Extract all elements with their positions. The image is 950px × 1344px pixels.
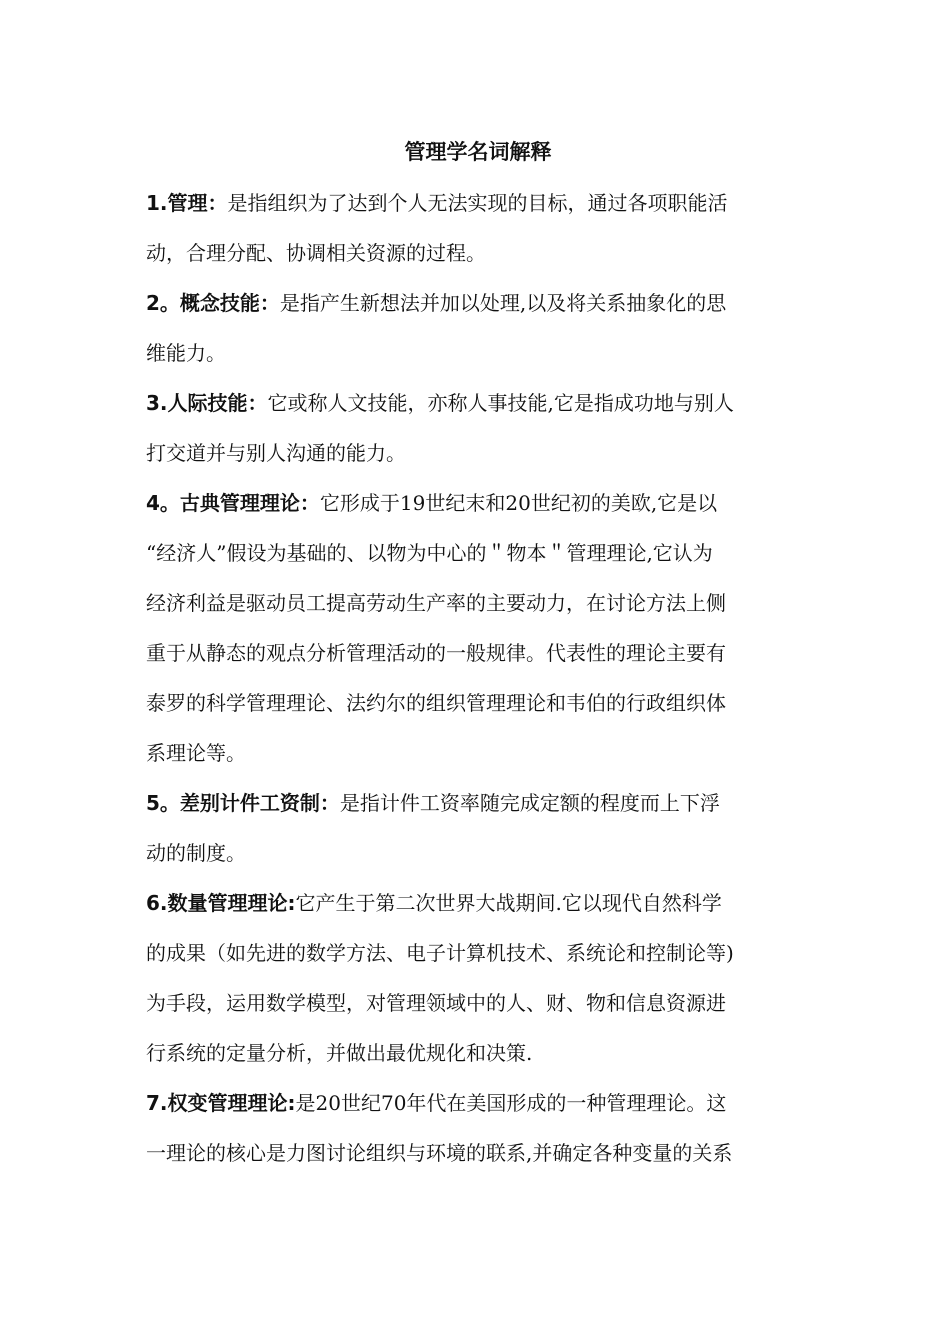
entry-line: 重于从静态的观点分析管理活动的一般规律。代表性的理论主要有 (146, 641, 726, 665)
entry-line (146, 478, 810, 528)
entry-line: 行系统的定量分析，并做出最优规化和决策. (146, 1041, 533, 1065)
entry-term: 1.管理： (146, 191, 228, 215)
entry-quantitative-theory (146, 878, 810, 1078)
entry-term: 7.权变管理理论: (146, 1091, 296, 1115)
entry-management (146, 178, 810, 278)
entry-piece-rate (146, 778, 810, 878)
entry-line: 泰罗的科学管理理论、法约尔的组织管理理论和韦伯的行政组织体 (146, 691, 726, 715)
entry-text: 它或称人文技能，亦称人事技能,它是指成功地与别人 (267, 391, 734, 415)
entry-list (146, 178, 810, 1178)
entry-line: 系理论等。 (146, 741, 246, 765)
entry-text: 是20世纪70年代在美国形成的一种管理理论。这 (295, 1091, 727, 1115)
entry-term: 4。古典管理理论： (146, 491, 320, 515)
entry-line: “经济人”假设为基础的、以物为中心的＂物本＂管理理论,它认为 (146, 541, 713, 565)
entry-line (146, 878, 810, 928)
entry-line: 经济利益是驱动员工提高劳动生产率的主要动力，在讨论方法上侧 (146, 591, 726, 615)
entry-term: 2。概念技能： (146, 291, 280, 315)
entry-text: 是指组织为了达到个人无法实现的目标，通过各项职能活 (227, 191, 728, 215)
entry-line: 一理论的核心是力图讨论组织与环境的联系,并确定各种变量的关系 (146, 1141, 733, 1165)
entry-text: 是指计件工资率随完成定额的程度而上下浮 (339, 791, 720, 815)
entry-text: 是指产生新想法并加以处理,以及将关系抽象化的思 (279, 291, 727, 315)
entry-term: 5。差别计件工资制： (146, 791, 340, 815)
entry-text: 它形成于19世纪末和20世纪初的美欧,它是以 (319, 491, 718, 515)
entry-line: 打交道并与别人沟通的能力。 (146, 441, 406, 465)
entry-contingency-theory (146, 1078, 810, 1178)
entry-line: 动，合理分配、协调相关资源的过程。 (146, 241, 486, 265)
entry-line (146, 378, 810, 428)
entry-classical-theory (146, 478, 810, 778)
entry-line: 维能力。 (146, 341, 226, 365)
entry-line (146, 1078, 810, 1128)
entry-line (146, 278, 810, 328)
entry-conceptual-skill (146, 278, 810, 378)
entry-line (146, 778, 810, 828)
document-title: 管理学名词解释 (404, 139, 552, 164)
entry-line: 动的制度。 (146, 841, 246, 865)
entry-interpersonal-skill (146, 378, 810, 478)
entry-line: 为手段，运用数学模型，对管理领域中的人、财、物和信息资源进 (146, 991, 726, 1015)
entry-text: 它产生于第二次世界大战期间.它以现代自然科学 (295, 891, 722, 915)
entry-term: 6.数量管理理论: (146, 891, 296, 915)
entry-term: 3.人际技能： (146, 391, 268, 415)
entry-line (146, 178, 810, 228)
entry-line: 的成果（如先进的数学方法、电子计算机技术、系统论和控制论等) (146, 941, 734, 965)
